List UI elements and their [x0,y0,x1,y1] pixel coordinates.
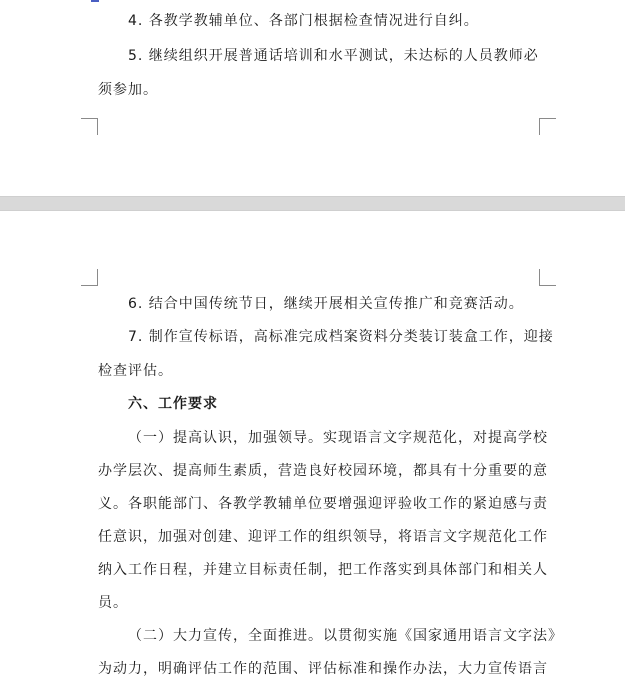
paragraph-line: 4. 各教学教辅单位、各部门根据检查情况进行自纠。 [128,13,479,29]
margin-corner-mark [81,118,98,135]
paragraph-line: 办学层次、提高师生素质，营造良好校园环境，都具有十分重要的意 [98,463,548,479]
cursor-marker [91,0,99,2]
paragraph-line: 检查评估。 [98,363,173,379]
margin-corner-mark [539,269,556,286]
paragraph-line: 为动力，明确评估工作的范围、评估标准和操作办法，大力宣传语言 [98,661,548,677]
section-heading: 六、工作要求 [128,396,218,412]
paragraph-line: （一）提高认识，加强领导。实现语言文字规范化，对提高学校 [128,430,548,446]
paragraph-line: 员。 [98,595,128,611]
paragraph-line: 任意识，加强对创建、迎评工作的组织领导，将语言文字规范化工作 [98,529,548,545]
paragraph-line: 义。各职能部门、各教学教辅单位要增强迎评验收工作的紧迫感与责 [98,496,548,512]
paragraph-line: 7. 制作宣传标语，高标准完成档案资料分类装订装盒工作，迎接 [128,329,554,345]
page-separator [0,196,625,211]
paragraph-line: 6. 结合中国传统节日，继续开展相关宣传推广和竞赛活动。 [128,296,524,312]
margin-corner-mark [81,269,98,286]
paragraph-line: 纳入工作日程，并建立目标责任制，把工作落实到具体部门和相关人 [98,562,548,578]
paragraph-line: 5. 继续组织开展普通话培训和水平测试，未达标的人员教师必 [128,48,539,64]
paragraph-line: 须参加。 [98,82,158,98]
margin-corner-mark [539,118,556,135]
paragraph-line: （二）大力宣传，全面推进。以贯彻实施《国家通用语言文字法》 [128,628,563,644]
